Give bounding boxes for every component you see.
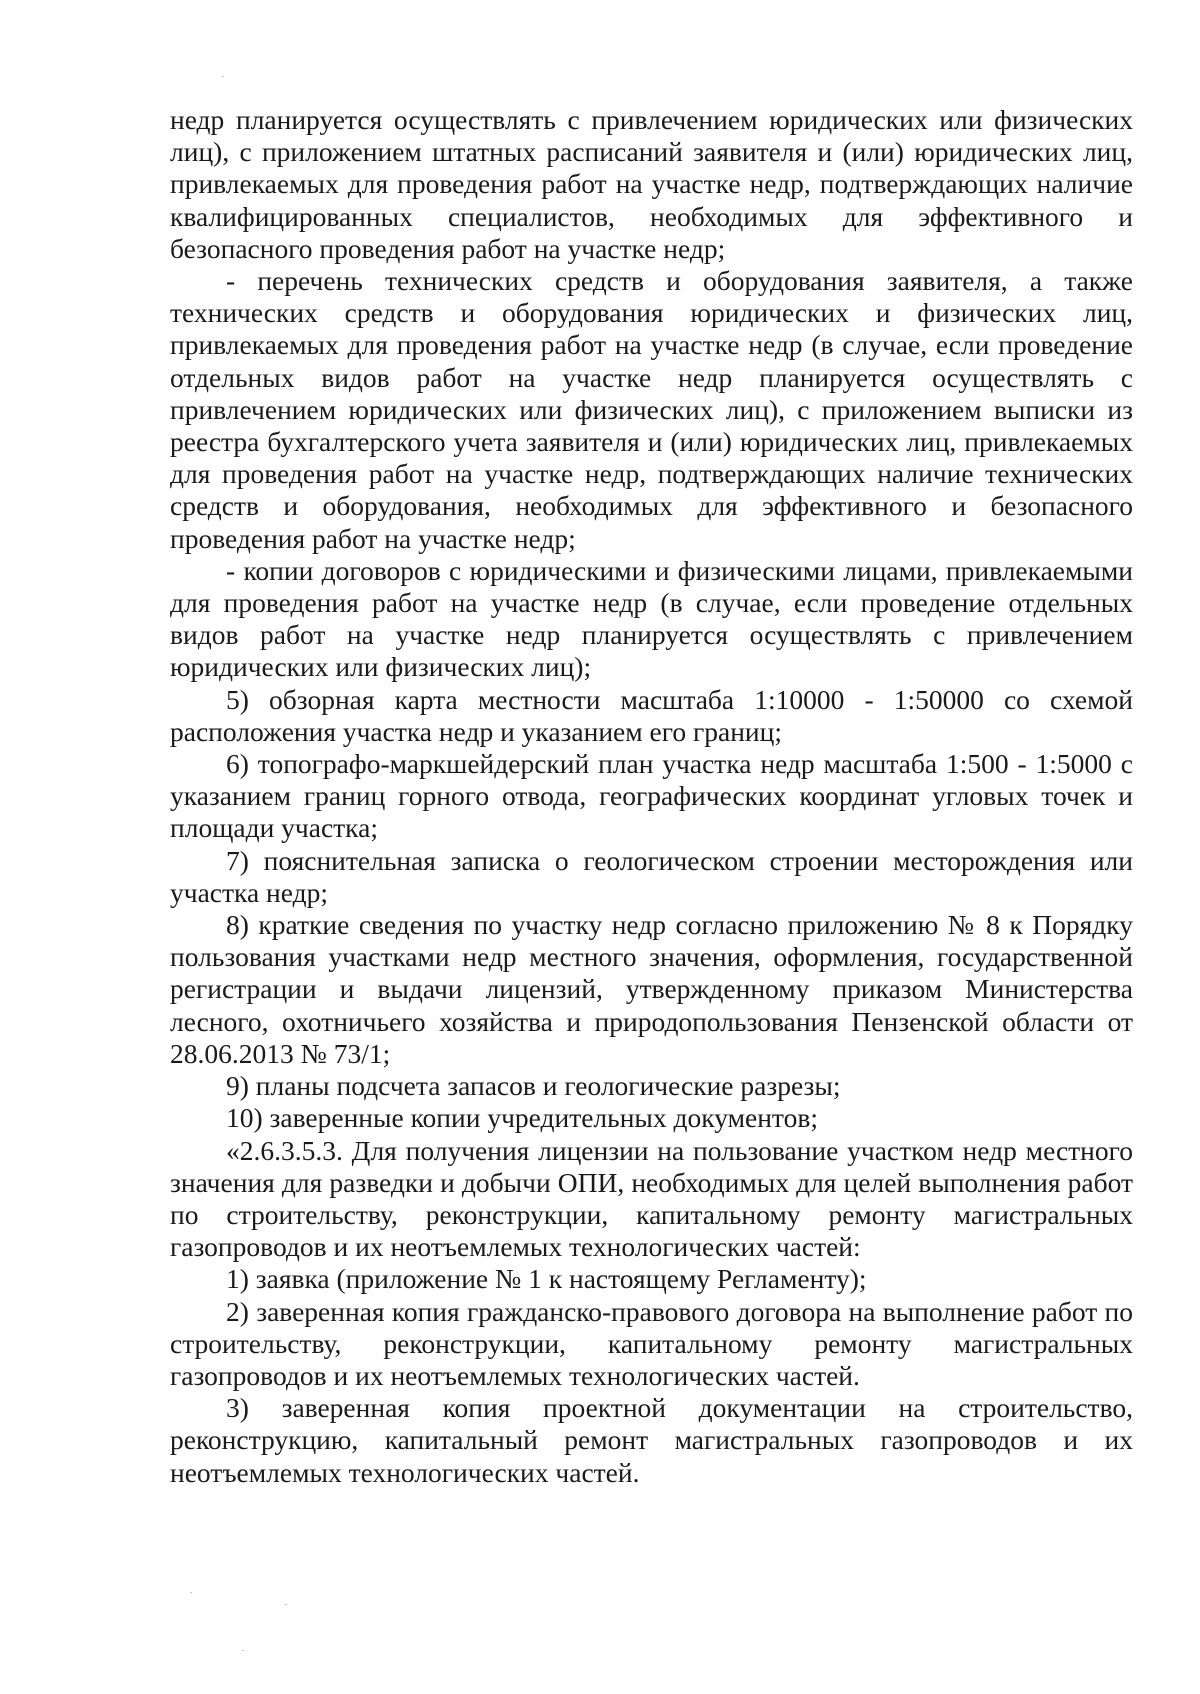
paragraph: - перечень технических средств и оборудования заявителя, а также технических средств и оборудования юридических и физических лиц, привлекаемых для проведения работ на участке недр (в случае, если проведение отдельных видов работ на участке недр планируется осуществлять с привлечением юридических или физических лиц), с приложением выписки из реестра бухгалтерского учета заявителя и (или) юридических лиц, привлекаемых для проведения работ на участке недр, подтверждающих наличие технических средств и оборудования, необходимых для эффективного и безопасного проведения работ на участке недр; (170, 265, 1133, 554)
paragraph: недр планируется осуществлять с привлечением юридических или физических лиц), с приложением штатных расписаний заявителя и (или) юридических лиц, привлекаемых для проведения работ на участке недр, подтверждающих наличие квалифицированных специалистов, необходимых для эффективного и безопасного проведения работ на участке недр; (170, 104, 1133, 264)
paragraph: 8) краткие сведения по участку недр согласно приложению № 8 к Порядку пользования участками недр местного значения, оформления, государственной регистрации и выдачи лицензий, утвержденному приказом Министерства лесного, охотничьего хозяйства и природопользования Пензенской области от 28.06.2013 № 73/1; (170, 909, 1133, 1069)
scan-speck (222, 76, 224, 77)
paragraph: 1) заявка (приложение № 1 к настоящему Регламенту); (226, 1263, 867, 1295)
paragraph: 6) топографо-маркшейдерский план участка недр масштаба 1:500 - 1:5000 с указанием границ горного отвода, географических координат угловых точек и площади участка; (170, 748, 1133, 844)
scan-speck (190, 1592, 192, 1593)
paragraph: 7) пояснительная записка о геологическом строении месторождения или участка недр; (170, 844, 1133, 908)
paragraph: 2) заверенная копия гражданско-правового договора на выполнение работ по строительству, реконструкции, капитальному ремонту магистральных газопроводов и их неотъемлемых технологических частей. (170, 1295, 1133, 1391)
paragraph: 9) планы подсчета запасов и геологические разрезы; (226, 1070, 841, 1102)
paragraph: - копии договоров с юридическими и физическими лицами, привлекаемыми для проведения работ на участке недр (в случае, если проведение отдельных видов работ на участке недр планируется осуществлять с привлечением юридических или физических лиц); (170, 554, 1133, 683)
scan-speck (242, 1650, 244, 1651)
paragraph: «2.6.3.5.3. Для получения лицензии на пользование участком недр местного значения для разведки и добычи ОПИ, необходимых для целей выполнения работ по строительству, реконструкции, капитальному ремонту магистральных газопроводов и их неотъемлемых технологических частей: (170, 1134, 1133, 1263)
paragraph: 10) заверенные копии учредительных документов; (226, 1102, 818, 1134)
paragraph: 3) заверенная копия проектной документации на строительство, реконструкцию, капитальный ремонт магистральных газопроводов и их неотъемлемых технологических частей. (170, 1392, 1133, 1488)
paragraph: 5) обзорная карта местности масштаба 1:10000 - 1:50000 со схемой расположения участка недр и указанием его границ; (170, 683, 1133, 747)
scan-speck (285, 1604, 287, 1605)
document-body (170, 104, 1133, 1489)
